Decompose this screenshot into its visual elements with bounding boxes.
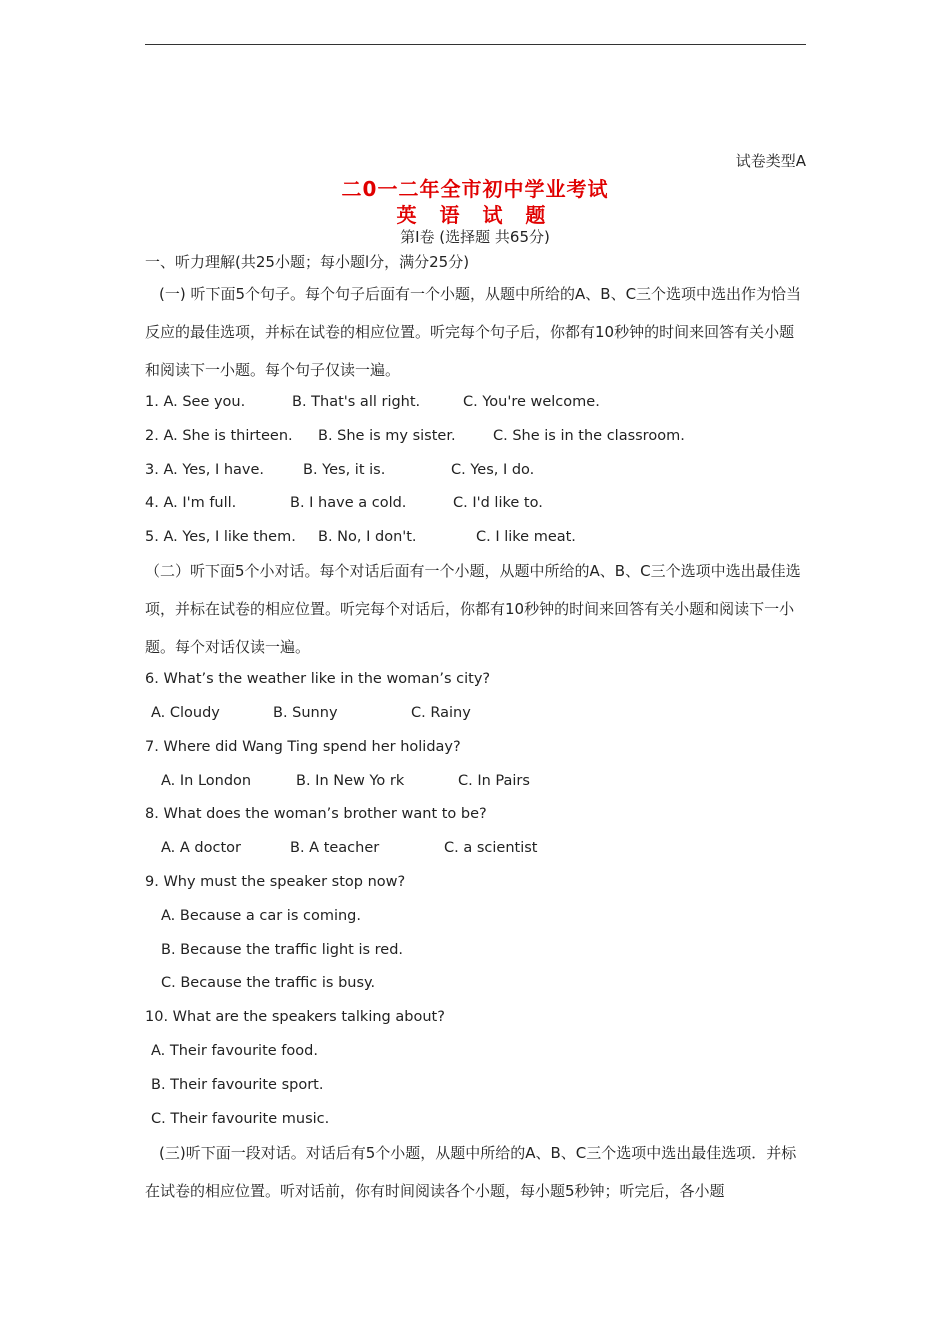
- q2-option-c: C. She is in the classroom.: [493, 428, 685, 444]
- q8-option-c: C. a scientist: [444, 840, 538, 856]
- q2-option-a: 2. A. She is thirteen.: [145, 428, 293, 444]
- q8-option-a: A. A doctor: [161, 840, 241, 856]
- q6-stem: 6. What’s the weather like in the woman’s city?: [145, 671, 491, 687]
- q1-option-a: 1. A. See you.: [145, 394, 246, 410]
- q6-option-a: A. Cloudy: [151, 705, 220, 721]
- q3-option-c: C. Yes, I do.: [451, 462, 535, 478]
- header-rule: [145, 44, 806, 45]
- q5-option-a: 5. A. Yes, I like them.: [145, 529, 296, 545]
- q5-option-b: B. No, I don't.: [318, 529, 417, 545]
- part3-instructions: (三)听下面一段对话。对话后有5个小题，从题中所给的A、B、C三个选项中选出最佳选项．并标在试卷的相应位置。听对话前，你有时间阅读各个小题，每小题5秒钟；听完后，各小题: [145, 1144, 797, 1200]
- q9-option-c: C. Because the traffic is busy.: [161, 975, 376, 991]
- q8-option-b: B. A teacher: [290, 840, 380, 856]
- paper-type-label: 试卷类型A: [735, 152, 806, 170]
- q9-stem: 9. Why must the speaker stop now?: [145, 874, 406, 890]
- q7-stem: 7. Where did Wang Ting spend her holiday?: [145, 739, 461, 755]
- q1-option-c: C. You're welcome.: [463, 394, 600, 410]
- q6-option-b: B. Sunny: [273, 705, 338, 721]
- exam-title: 二0一二年全市初中学业考试: [341, 177, 609, 201]
- q7-option-b: B. In New Yo rk: [296, 773, 405, 789]
- part1-instructions: (一) 听下面5个句子。每个句子后面有一个小题，从题中所给的A、B、C三个选项中选出作为恰当反应的最佳选项，并标在试卷的相应位置。听完每个句子后，你都有10秒钟的时间来回答有关小题和阅读下一小题。每个句子仅读一遍。: [145, 285, 802, 379]
- q10-option-c: C. Their favourite music.: [151, 1111, 330, 1127]
- q7-option-a: A. In London: [161, 773, 252, 789]
- subject-title: 英 语 试 题: [396, 203, 554, 227]
- q3-option-a: 3. A. Yes, I have.: [145, 462, 265, 478]
- q10-stem: 10. What are the speakers talking about?: [145, 1009, 445, 1025]
- part2-instructions: （二）听下面5个小对话。每个对话后面有一个小题，从题中所给的A、B、C三个选项中选出最佳选项，并标在试卷的相应位置。听完每个对话后，你都有10秒钟的时间来回答有关小题和阅读下一小题。每个对话仅读一遍。: [145, 562, 801, 656]
- q7-option-c: C. In Pairs: [458, 773, 530, 789]
- q1-option-b: B. That's all right.: [292, 394, 421, 410]
- q5-option-c: C. I like meat.: [476, 529, 576, 545]
- q9-option-a: A. Because a car is coming.: [161, 908, 361, 924]
- q6-option-c: C. Rainy: [411, 705, 471, 721]
- q9-option-b: B. Because the traffic light is red.: [161, 942, 404, 958]
- volume-label: 第Ⅰ卷 (选择题 共65分): [400, 228, 550, 246]
- q4-option-a: 4. A. I'm full.: [145, 495, 237, 511]
- q10-option-a: A. Their favourite food.: [151, 1043, 318, 1059]
- q3-option-b: B. Yes, it is.: [303, 462, 386, 478]
- q10-option-b: B. Their favourite sport.: [151, 1077, 324, 1093]
- q8-stem: 8. What does the woman’s brother want to be?: [145, 806, 487, 822]
- q2-option-b: B. She is my sister.: [318, 428, 456, 444]
- q4-option-c: C. I'd like to.: [453, 495, 543, 511]
- section-heading: 一、听力理解(共25小题；每小题l分，满分25分): [145, 253, 470, 271]
- q4-option-b: B. I have a cold.: [290, 495, 407, 511]
